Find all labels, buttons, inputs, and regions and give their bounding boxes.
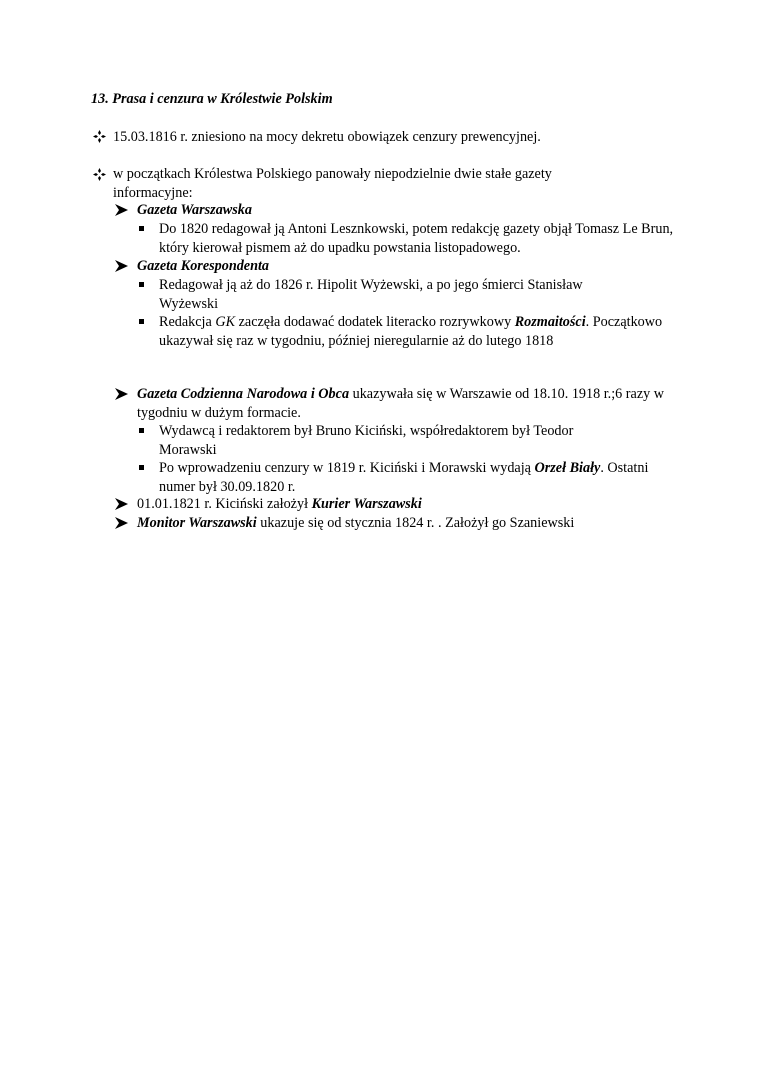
section-title: 13. Prasa i cenzura w Królestwie Polskim <box>91 91 333 107</box>
list-item: Wydawcą i redaktorem był Bruno Kiciński, współredaktorem był Teodor Morawski <box>159 423 574 458</box>
square-bullet-icon <box>139 319 144 324</box>
arrow-bullet-icon <box>115 517 129 531</box>
arrow-bullet-icon <box>115 388 129 402</box>
rozmaitosci-title: Rozmaitości <box>514 314 586 330</box>
monitor-warszawski-title: Monitor Warszawski <box>137 515 257 531</box>
list-item: 15.03.1816 r. zniesiono na mocy dekretu obowiązek cenzury prewencyjnej. <box>113 129 541 145</box>
square-bullet-icon <box>139 465 144 470</box>
gazeta-korespondenta-heading: Gazeta Korespondenta <box>137 258 270 274</box>
gk-abbreviation: GK <box>215 314 236 330</box>
diamond-bullet-icon <box>93 168 107 182</box>
orzel-bialy-title: Orzeł Biały <box>534 460 601 476</box>
list-item: Gazeta Codzienna Narodowa i Obca ukazywała się w Warszawie od 18.10. 1918 r.;6 razy w tygodniu w dużym formacie. <box>137 386 665 421</box>
list-item: Do 1820 redagował ją Antoni Lesznkowski, potem redakcję gazety objął Tomasz Le Brun, który kierował pismem aż do upadku powstania listopadowego. <box>159 221 674 256</box>
arrow-bullet-icon <box>115 260 129 274</box>
list-item: w początkach Królestwa Polskiego panowały niepodzielnie dwie stałe gazety informacyjne: <box>113 166 552 201</box>
kurier-warszawski-title: Kurier Warszawski <box>311 496 422 512</box>
square-bullet-icon <box>139 428 144 433</box>
diamond-bullet-icon <box>93 130 107 144</box>
square-bullet-icon <box>139 282 144 287</box>
square-bullet-icon <box>139 226 144 231</box>
arrow-bullet-icon <box>115 498 129 512</box>
gazeta-codzienna-heading: Gazeta Codzienna Narodowa i Obca <box>137 386 350 402</box>
gazeta-warszawska-heading: Gazeta Warszawska <box>137 202 252 218</box>
list-item: Redakcja GK zaczęła dodawać dodatek literacko rozrywkowy Rozmaitości. Początkowo ukazywał się raz w tygodniu, później nieregularnie aż do lutego 1818 <box>159 314 663 349</box>
list-item: Po wprowadzeniu cenzury w 1819 r. Kiciński i Morawski wydają Orzeł Biały. Ostatni numer był 30.09.1820 r. <box>159 460 649 495</box>
list-item: 01.01.1821 r. Kiciński założył Kurier Warszawski <box>137 496 422 512</box>
list-item: Redagował ją aż do 1826 r. Hipolit Wyżewski, a po jego śmierci Stanisław Wyżewski <box>159 277 583 312</box>
arrow-bullet-icon <box>115 204 129 218</box>
list-item: Monitor Warszawski ukazuje się od stycznia 1824 r. . Założył go Szaniewski <box>137 515 575 531</box>
